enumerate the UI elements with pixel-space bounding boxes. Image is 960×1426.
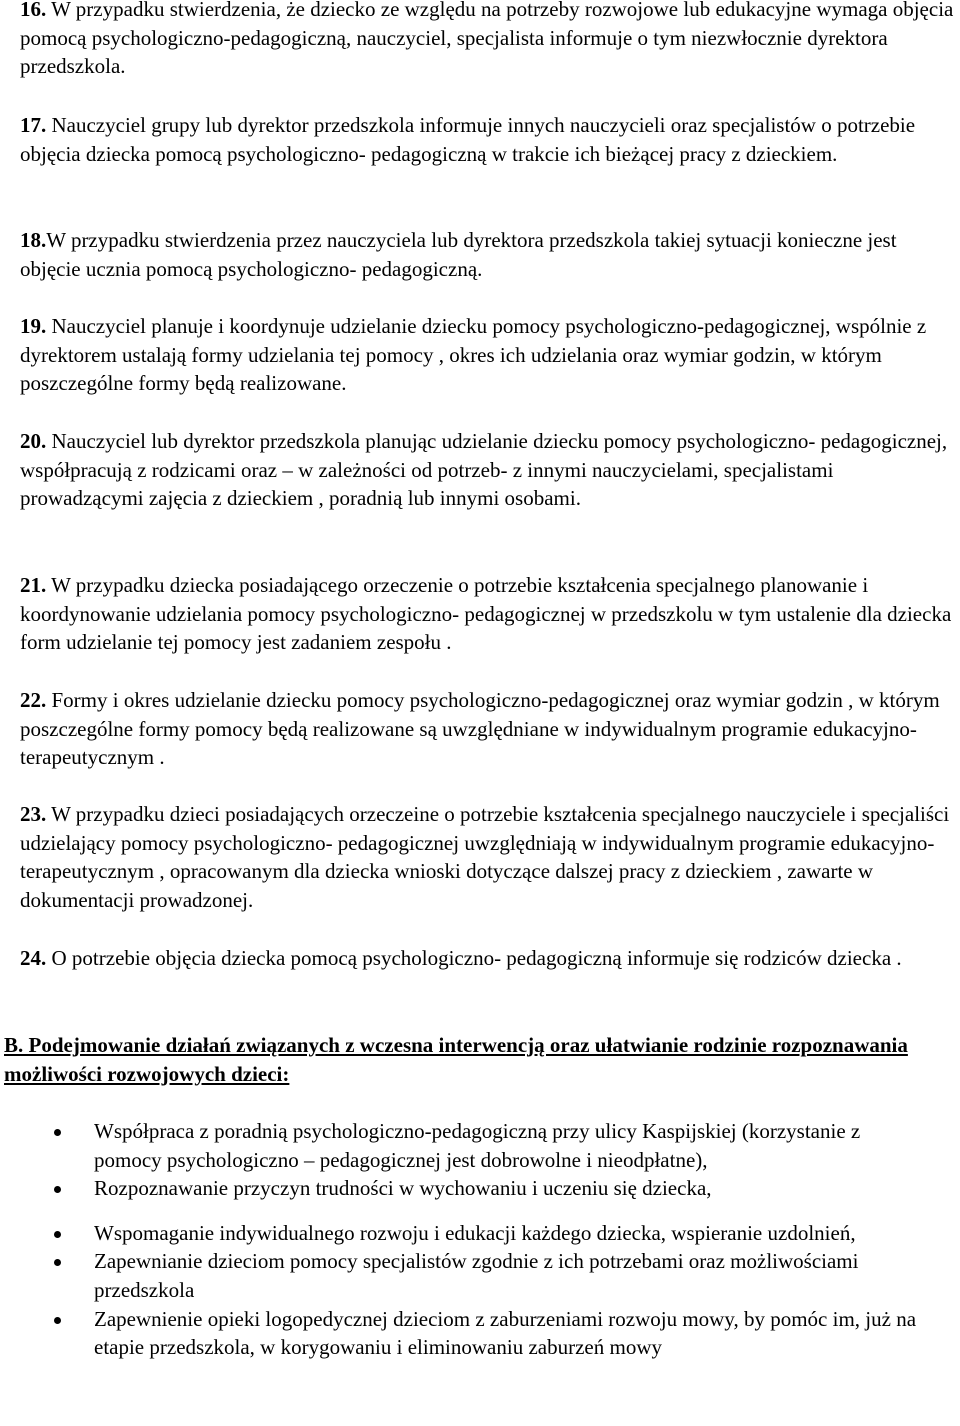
paragraph-18: [20, 226, 955, 283]
paragraph-19: [20, 312, 955, 398]
paragraph-text: Nauczyciel lub dyrektor przedszkola planując udzielanie dziecku pomocy psychologiczno- pedagogicznej, współpracują z rodzicami oraz – w zależności od potrzeb- z innymi nauczycielami, specjalistami prowadzącymi zajęcia z dzieckiem , poradnią lub innymi osobami.: [20, 429, 948, 511]
paragraph-21: [20, 571, 955, 657]
bullet-list: [40, 1117, 920, 1362]
paragraph-number: 23.: [20, 802, 47, 826]
paragraph-number: 24.: [20, 946, 47, 970]
list-item: [40, 1219, 920, 1248]
paragraph-text: O potrzebie objęcia dziecka pomocą psychologiczno- pedagogiczną informuje się rodziców dziecka .: [46, 946, 902, 970]
bullet-icon: [54, 1231, 61, 1238]
list-item-text: Rozpoznawanie przyczyn trudności w wychowaniu i uczeniu się dziecka,: [94, 1176, 712, 1201]
paragraph-number: 21.: [20, 573, 47, 597]
list-item: [40, 1174, 920, 1203]
paragraph-16: [20, 0, 955, 81]
bullet-icon: [54, 1259, 61, 1266]
paragraph-number: 19.: [20, 314, 47, 338]
paragraph-number: 20.: [20, 429, 47, 453]
list-item-text: Wspomaganie indywidualnego rozwoju i edukacji każdego dziecka, wspieranie uzdolnień,: [94, 1220, 856, 1245]
paragraph-number: 16.: [20, 0, 47, 21]
paragraph-20: [20, 427, 955, 513]
bullet-icon: [54, 1317, 61, 1324]
paragraph-text: W przypadku stwierdzenia przez nauczyciela lub dyrektora przedszkola takiej sytuacji konieczne jest objęcie ucznia pomocą psychologiczno- pedagogiczną.: [20, 228, 897, 281]
paragraph-22: [20, 686, 955, 772]
paragraph-number: 17.: [20, 113, 47, 137]
paragraph-text: W przypadku dziecka posiadającego orzeczenie o potrzebie kształcenia specjalnego planowanie i koordynowanie udzielania pomocy psychologiczno- pedagogicznej w przedszkolu w tym ustalenie dla dziecka form udzielanie tej pomocy jest zadaniem zespołu .: [20, 573, 952, 655]
list-item: [40, 1305, 920, 1362]
paragraph-24: [20, 944, 902, 973]
list-item: [40, 1247, 920, 1304]
list-item-text: Współpraca z poradnią psychologiczno-pedagogiczną przy ulicy Kaspijskiej (korzystanie z pomocy psychologiczno – pedagogicznej jest dobrowolne i nieodpłatne),: [94, 1119, 861, 1172]
bullet-icon: [54, 1129, 61, 1136]
paragraph-text: Nauczyciel grupy lub dyrektor przedszkola informuje innych nauczycieli oraz specjalistów o potrzebie objęcia dziecka pomocą psychologiczno- pedagogiczną w trakcie ich bieżącej pracy z dzieckiem.: [20, 113, 916, 166]
paragraph-text: Formy i okres udzielanie dziecku pomocy psychologiczno-pedagogicznej oraz wymiar godzin , w którym poszczególne formy pomocy będą realizowane są uwzględniane w indywidualnym programie edukacyjno- terapeutycznym .: [20, 688, 940, 770]
paragraph-text: W przypadku stwierdzenia, że dziecko ze względu na potrzeby rozwojowe lub edukacyjne wymaga objęcia pomocą psychologiczno-pedagogiczną, nauczyciel, specjalista informuje o tym niezwłocznie dyrektora przedszkola.: [20, 0, 954, 79]
list-item: [40, 1117, 920, 1174]
paragraph-text: W przypadku dzieci posiadających orzeczeine o potrzebie kształcenia specjalnego nauczyciele i specjaliści udzielający pomocy psychologiczno- pedagogicznej uwzględniają w indywidualnym programie edukacyjno- terapeutycznym , opracowanym dla dziecka wnioski dotyczące dalszej pracy z dzieckiem , zawarte w dokumentacji prowadzonej.: [20, 802, 950, 912]
list-item-text: Zapewnianie dzieciom pomocy specjalistów zgodnie z ich potrzebami oraz możliwościami przedszkola: [94, 1249, 859, 1302]
paragraph-text: Nauczyciel planuje i koordynuje udzielanie dziecku pomocy psychologiczno-pedagogicznej, wspólnie z dyrektorem ustalają formy udzielania tej pomocy , okres ich udzielania oraz wymiar godzin, w którym poszczególne formy będą realizowane.: [20, 314, 927, 396]
bullet-icon: [54, 1186, 61, 1193]
list-item-text: Zapewnienie opieki logopedycznej dzieciom z zaburzeniami rozwoju mowy, by pomóc im, już na etapie przedszkola, w korygowaniu i eliminowaniu zaburzeń mowy: [94, 1306, 917, 1360]
paragraph-number: 22.: [20, 688, 47, 712]
paragraph-23: [20, 800, 955, 914]
section-heading: B. Podejmowanie działań związanych z wczesna interwencją oraz ułatwianie rodzinie rozpoznawania możliwości rozwojowych dzieci:: [4, 1033, 908, 1086]
paragraph-number: 18.: [20, 228, 47, 252]
paragraph-17: [20, 111, 955, 168]
